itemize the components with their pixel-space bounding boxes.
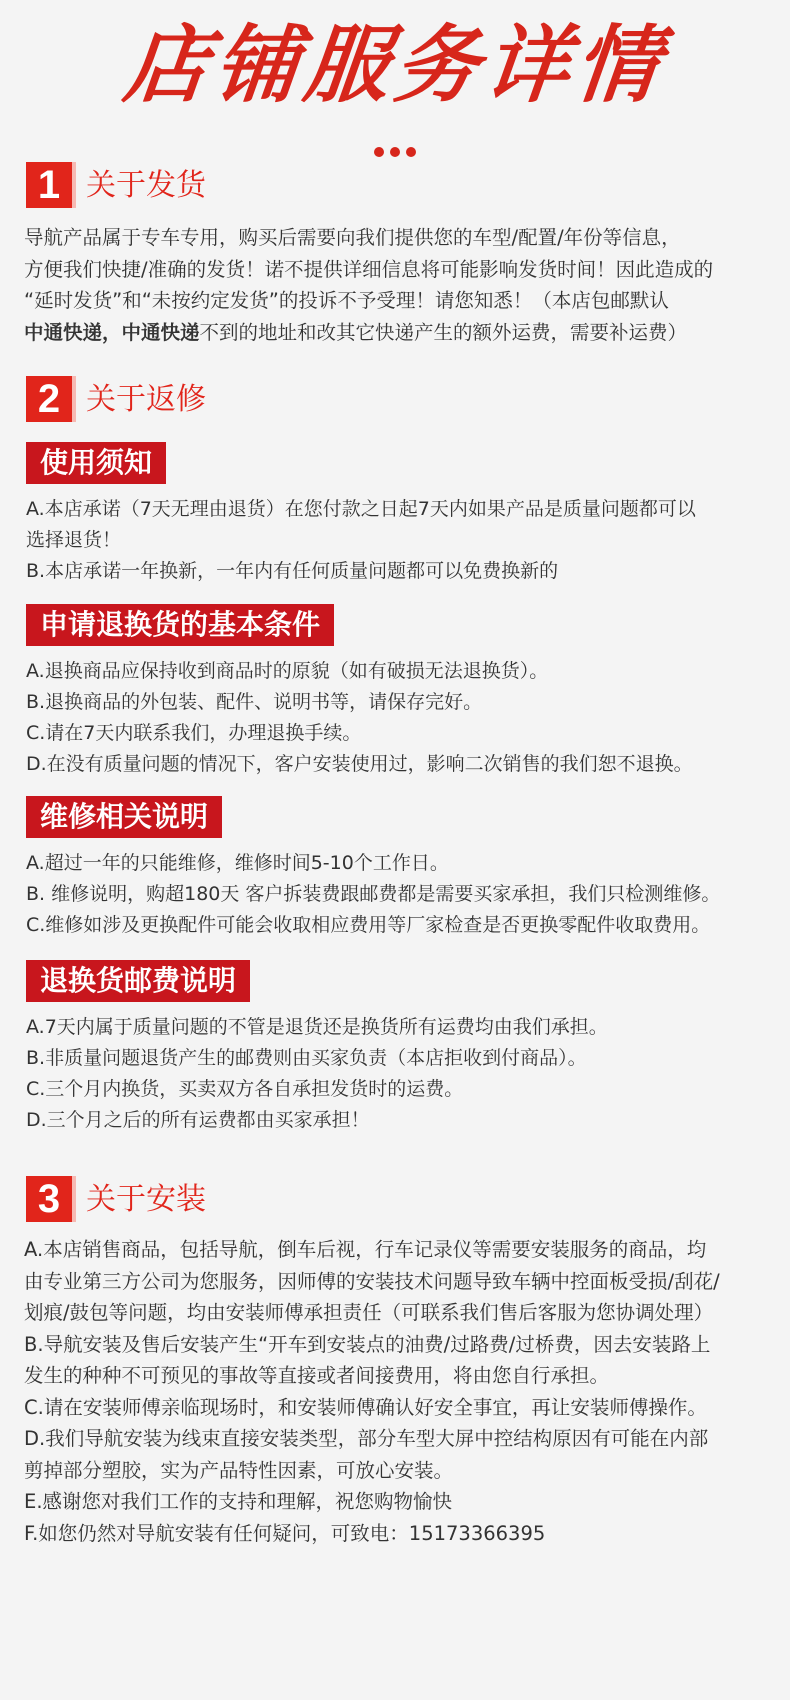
list-item: A.超过一年的只能维修，维修时间5-10个工作日。 <box>26 852 449 874</box>
list-item: B.本店承诺一年换新，一年内有任何质量问题都可以免费换新的 <box>26 560 559 582</box>
text-line: B.导航安装及售后安装产生“开车到安装点的油费/过路费/过桥费，因去安装路上 <box>24 1332 711 1356</box>
text-line: D.我们导航安装为线束直接安装类型，部分车型大屏中控结构原因有可能在内部 <box>24 1427 709 1450</box>
postage-info-list <box>26 1012 778 1136</box>
text-line: C.请在安装师傅亲临现场时，和安装师傅确认好安全事宜，再让安装师傅操作。 <box>24 1395 707 1419</box>
dot <box>374 147 384 157</box>
text-line: 发生的种种不可预见的事故等直接或者间接费用，将由您自行承担。 <box>24 1364 610 1387</box>
text-line: E.感谢您对我们工作的支持和理解，祝您购物愉快 <box>24 1490 453 1513</box>
section-title: 关于返修 <box>86 382 206 417</box>
list-item: D.三个月之后的所有运费都由买家承担！ <box>26 1109 370 1131</box>
list-item: C.请在7天内联系我们，办理退换手续。 <box>26 722 362 744</box>
list-item: A.本店承诺（7天无理由退货）在您付款之日起7天内如果产品是质量问题都可以 <box>26 498 696 520</box>
return-conditions-list <box>26 656 778 780</box>
list-item: A.退换商品应保持收到商品时的原貌（如有破损无法退换货）。 <box>26 660 549 682</box>
section-number: 3 <box>26 1176 72 1222</box>
text-line: 导航产品属于专车专用，购买后需要向我们提供您的车型/配置/年份等信息， <box>24 226 681 249</box>
section-number: 1 <box>26 162 72 208</box>
text-line <box>24 317 776 349</box>
list-item: C.三个月内换货，买卖双方各自承担发货时的运费。 <box>26 1078 464 1100</box>
text-line: 划痕/鼓包等问题，均由安装师傅承担责任（可联系我们售后客服为您协调处理） <box>24 1301 714 1324</box>
list-item: 选择退货！ <box>26 529 122 551</box>
list-item: B.退换商品的外包装、配件、说明书等，请保存完好。 <box>26 691 483 713</box>
repair-info-list <box>26 848 778 941</box>
list-item: B. 维修说明，购超180天 客户拆装费跟邮费都是需要买家承担，我们只检测维修。 <box>26 883 721 905</box>
text-line: “延时发货”和“未按约定发货”的投诉不予受理！请您知悉！（本店包邮默认 <box>24 289 669 312</box>
list-item: B.非质量问题退货产生的邮费则由买家负责（本店拒收到付商品）。 <box>26 1047 587 1069</box>
text-line: 由专业第三方公司为您服务，因师傅的安装技术问题导致车辆中控面板受损/刮花/ <box>24 1269 720 1293</box>
bold-courier: 中通快递 <box>121 320 200 344</box>
dot <box>390 147 400 157</box>
section-title: 关于安装 <box>86 1182 206 1217</box>
dot <box>406 147 416 157</box>
repair-info-heading: 维修相关说明 <box>26 796 222 838</box>
text-line: A.本店销售商品，包括导航，倒车后视，行车记录仪等需要安装服务的商品，均 <box>24 1238 707 1261</box>
section-number: 2 <box>26 376 72 422</box>
bold-courier: 中通快递， <box>24 320 122 344</box>
postage-info-heading: 退换货邮费说明 <box>26 960 250 1002</box>
shipping-text <box>24 222 776 348</box>
title-dots-decoration <box>0 142 790 161</box>
list-item: C.维修如涉及更换配件可能会收取相应费用等厂家检查是否更换零配件收取费用。 <box>26 914 711 936</box>
list-item: D.在没有质量问题的情况下，客户安装使用过，影响二次销售的我们恕不退换。 <box>26 753 693 775</box>
section-title: 关于发货 <box>86 168 206 203</box>
usage-notice-heading: 使用须知 <box>26 442 166 484</box>
list-item: A.7天内属于质量问题的不管是退货还是换货所有运费均由我们承担。 <box>26 1016 608 1038</box>
text-fragment: 不到的地址和改其它快递产生的额外运费，需要补运费） <box>199 320 688 344</box>
usage-notice-list <box>26 494 778 587</box>
contact-line: F.如您仍然对导航安装有任何疑问，可致电：15173366395 <box>24 1521 546 1545</box>
text-line: 方便我们快捷/准确的发货！诺不提供详细信息将可能影响发货时间！因此造成的 <box>24 257 714 281</box>
page-title: 店铺服务详情 <box>119 15 671 114</box>
text-line: 剪掉部分塑胶，实为产品特性因素，可放心安装。 <box>24 1458 454 1482</box>
return-conditions-heading: 申请退换货的基本条件 <box>26 604 334 646</box>
installation-text <box>24 1234 776 1549</box>
